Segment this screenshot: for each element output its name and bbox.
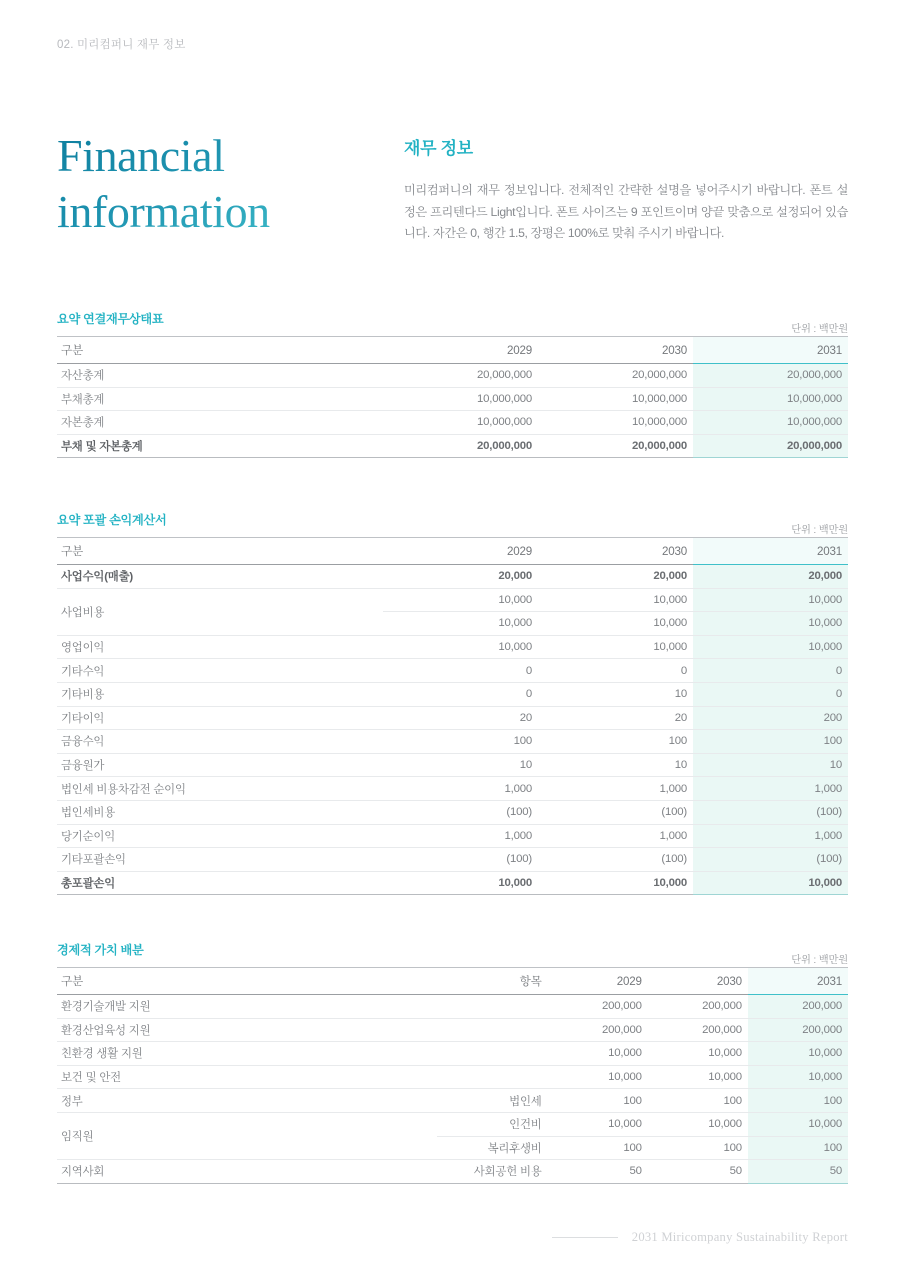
table-row — [57, 777, 848, 801]
table-cell-value: (100) — [383, 848, 538, 872]
table-cell-value: 10,000 — [383, 635, 538, 659]
table-unit-note: 단위 : 백만원 — [791, 955, 848, 966]
table-cell-value: 100 — [548, 1089, 648, 1113]
table-cell-value: 200,000 — [548, 1018, 648, 1042]
table-cell-value: 50 — [648, 1160, 748, 1184]
table-row — [57, 800, 848, 824]
table-row — [57, 682, 848, 706]
table-cell-value: 20,000,000 — [383, 364, 538, 388]
table-cell-value: (100) — [538, 848, 693, 872]
table-row — [57, 565, 848, 589]
column-header: 2030 — [538, 538, 693, 565]
table-cell-value: (100) — [693, 800, 848, 824]
table-title: 경제적 가치 배분 — [57, 943, 144, 957]
row-label: 금융수익 — [57, 730, 383, 754]
table-cell-value: 200 — [693, 706, 848, 730]
table-cell-value: 10,000 — [748, 1112, 848, 1136]
table-cell-value: 100 — [748, 1136, 848, 1160]
table-cell-value: 10,000 — [538, 612, 693, 636]
table-cell-value: 1,000 — [693, 777, 848, 801]
financial-table — [57, 537, 848, 895]
table-row — [57, 588, 848, 612]
table-cell-value: 10,000,000 — [383, 387, 538, 411]
row-label: 자본총계 — [57, 411, 383, 435]
table-cell-value: 10,000 — [693, 871, 848, 895]
table-cell-value: 0 — [383, 659, 538, 683]
table-cell-value: 1,000 — [693, 824, 848, 848]
table-cell-value: 10,000 — [538, 871, 693, 895]
table-cell-value: 10,000 — [648, 1042, 748, 1066]
row-label: 당기순이익 — [57, 824, 383, 848]
table-row — [57, 635, 848, 659]
table-cell-value: 10,000 — [648, 1065, 748, 1089]
table-row — [57, 995, 848, 1019]
row-label: 환경기술개발 지원 — [57, 995, 437, 1019]
table-cell-value: 10 — [383, 753, 538, 777]
financial-table — [57, 336, 848, 458]
table-cell-value: 10,000 — [383, 871, 538, 895]
column-header: 2030 — [648, 968, 748, 995]
table-cell-value: 10,000 — [648, 1112, 748, 1136]
row-label: 기타포괄손익 — [57, 848, 383, 872]
table-cell-value: 10,000,000 — [383, 411, 538, 435]
column-header: 2031 — [748, 968, 848, 995]
table-row — [57, 871, 848, 895]
row-label: 사업비용 — [57, 588, 383, 635]
row-label: 정부 — [57, 1089, 437, 1113]
row-item — [437, 1065, 547, 1089]
financial-table — [57, 967, 848, 1184]
table-cell-value: 100 — [538, 730, 693, 754]
footer-text: 2031 Miricompany Sustainability Report — [631, 1230, 848, 1244]
table-cell-value: 20,000,000 — [538, 364, 693, 388]
row-label: 법인세비용 — [57, 800, 383, 824]
row-item — [437, 1042, 547, 1066]
table-cell-value: 20,000,000 — [693, 364, 848, 388]
table-cell-value: 20,000 — [693, 565, 848, 589]
row-label: 친환경 생활 지원 — [57, 1042, 437, 1066]
table-row — [57, 364, 848, 388]
hero-text-column — [404, 134, 848, 245]
table-cell-value: 10 — [693, 753, 848, 777]
table-cell-value: (100) — [693, 848, 848, 872]
table-row — [57, 824, 848, 848]
table-cell-value: 200,000 — [648, 995, 748, 1019]
table-cell-value: 100 — [748, 1089, 848, 1113]
table-cell-value: 0 — [693, 659, 848, 683]
table-cell-value: 0 — [538, 659, 693, 683]
table-cell-value: 20,000 — [383, 565, 538, 589]
table-unit-note: 단위 : 백만원 — [791, 525, 848, 536]
table-row — [57, 706, 848, 730]
row-item: 인건비 — [437, 1112, 547, 1136]
hero-body-text: 미리컴퍼니의 재무 정보입니다. 전체적인 간략한 설명을 넣어주시기 바랍니다. 폰트 설정은 프리텐다드 Light입니다. 폰트 사이즈는 9 포인트이며 양끝 맞춤으로 설정되어 있습니다. 자간은 0, 행간 1.5, 장평은 100%로 맞춰 주시기 바랍니다. — [404, 183, 848, 241]
column-header: 2029 — [383, 538, 538, 565]
column-header: 2031 — [693, 337, 848, 364]
table-cell-value: 100 — [548, 1136, 648, 1160]
table-cell-value: 0 — [383, 682, 538, 706]
table-row — [57, 730, 848, 754]
table-cell-value: 10,000 — [693, 612, 848, 636]
table-cell-value: 10,000 — [538, 588, 693, 612]
row-label: 기타수익 — [57, 659, 383, 683]
table-block-income-statement — [57, 511, 848, 895]
row-label: 법인세 비용차감전 순이익 — [57, 777, 383, 801]
table-block-economic-value — [57, 941, 848, 1184]
table-row — [57, 753, 848, 777]
table-cell-value: 10,000,000 — [693, 387, 848, 411]
table-cell-value: 1,000 — [383, 777, 538, 801]
row-label: 임직원 — [57, 1112, 437, 1159]
row-label: 영업이익 — [57, 635, 383, 659]
table-cell-value: 100 — [648, 1089, 748, 1113]
table-cell-value: 100 — [383, 730, 538, 754]
table-cell-value: 10,000,000 — [538, 411, 693, 435]
table-header-area — [57, 310, 848, 336]
table-row — [57, 1089, 848, 1113]
table-cell-value: 200,000 — [748, 995, 848, 1019]
table-cell-value: (100) — [383, 800, 538, 824]
table-cell-value: 20,000,000 — [693, 434, 848, 458]
table-title: 요약 연결재무상태표 — [57, 312, 164, 326]
table-cell-value: 100 — [648, 1136, 748, 1160]
table-cell-value: 50 — [748, 1160, 848, 1184]
column-header: 2030 — [538, 337, 693, 364]
table-cell-value: 0 — [693, 682, 848, 706]
table-cell-value: 1,000 — [538, 824, 693, 848]
table-header-row — [57, 538, 848, 565]
row-item — [437, 1018, 547, 1042]
table-cell-value: 200,000 — [648, 1018, 748, 1042]
table-title: 요약 포괄 손익계산서 — [57, 513, 167, 527]
table-cell-value: 20 — [383, 706, 538, 730]
row-label: 부채총계 — [57, 387, 383, 411]
table-row — [57, 1018, 848, 1042]
table-cell-value: 10,000 — [548, 1112, 648, 1136]
table-unit-note: 단위 : 백만원 — [791, 324, 848, 335]
table-cell-value: 1,000 — [538, 777, 693, 801]
row-label: 지역사회 — [57, 1160, 437, 1184]
row-label: 금융원가 — [57, 753, 383, 777]
row-label: 환경산업육성 지원 — [57, 1018, 437, 1042]
table-cell-value: 10 — [538, 682, 693, 706]
table-cell-value: 100 — [693, 730, 848, 754]
table-cell-value: 1,000 — [383, 824, 538, 848]
table-row — [57, 848, 848, 872]
row-item: 사회공헌 비용 — [437, 1160, 547, 1184]
page-title-line-2: information — [57, 185, 270, 237]
column-header: 구분 — [57, 337, 383, 364]
column-header: 구분 — [57, 538, 383, 565]
table-cell-value: 10,000 — [538, 635, 693, 659]
row-label: 자산총계 — [57, 364, 383, 388]
table-header-area — [57, 511, 848, 537]
row-item — [437, 995, 547, 1019]
table-cell-value: 20,000,000 — [383, 434, 538, 458]
table-header-area — [57, 941, 848, 967]
page-title — [57, 128, 387, 239]
row-label: 부채 및 자본총계 — [57, 434, 383, 458]
table-cell-value: 200,000 — [548, 995, 648, 1019]
row-label: 보건 및 안전 — [57, 1065, 437, 1089]
table-row — [57, 1112, 848, 1136]
table-row — [57, 1065, 848, 1089]
table-row — [57, 1160, 848, 1184]
table-row — [57, 1042, 848, 1066]
page-title-line-1: Financial — [57, 130, 225, 181]
table-cell-value: 50 — [548, 1160, 648, 1184]
table-header-row — [57, 337, 848, 364]
row-item: 복리후생비 — [437, 1136, 547, 1160]
column-header: 2029 — [383, 337, 538, 364]
column-header: 2031 — [693, 538, 848, 565]
page-footer — [552, 1230, 848, 1245]
table-cell-value: 20,000 — [538, 565, 693, 589]
table-cell-value: 200,000 — [748, 1018, 848, 1042]
table-cell-value: 10 — [538, 753, 693, 777]
column-header: 2029 — [548, 968, 648, 995]
table-cell-value: 10,000 — [383, 588, 538, 612]
table-cell-value: 10,000 — [548, 1065, 648, 1089]
table-row — [57, 387, 848, 411]
table-block-balance-sheet — [57, 310, 848, 458]
table-cell-value: 20 — [538, 706, 693, 730]
table-cell-value: 10,000 — [748, 1042, 848, 1066]
table-header-row — [57, 968, 848, 995]
table-cell-value: 10,000 — [693, 635, 848, 659]
table-cell-value: 10,000,000 — [538, 387, 693, 411]
row-label: 기타비용 — [57, 682, 383, 706]
table-row — [57, 434, 848, 458]
table-row — [57, 659, 848, 683]
table-row — [57, 411, 848, 435]
column-header: 구분 — [57, 968, 437, 995]
footer-divider — [552, 1237, 618, 1238]
row-item: 법인세 — [437, 1089, 547, 1113]
table-cell-value: 10,000 — [748, 1065, 848, 1089]
row-label: 총포괄손익 — [57, 871, 383, 895]
table-cell-value: 10,000,000 — [693, 411, 848, 435]
table-cell-value: (100) — [538, 800, 693, 824]
column-header: 항목 — [437, 968, 547, 995]
row-label: 사업수익(매출) — [57, 565, 383, 589]
table-cell-value: 10,000 — [693, 588, 848, 612]
table-cell-value: 20,000,000 — [538, 434, 693, 458]
hero-subtitle: 재무 정보 — [404, 139, 473, 158]
running-header: 02. 미리컴퍼니 재무 정보 — [57, 39, 186, 51]
row-label: 기타이익 — [57, 706, 383, 730]
table-cell-value: 10,000 — [383, 612, 538, 636]
table-cell-value: 10,000 — [548, 1042, 648, 1066]
